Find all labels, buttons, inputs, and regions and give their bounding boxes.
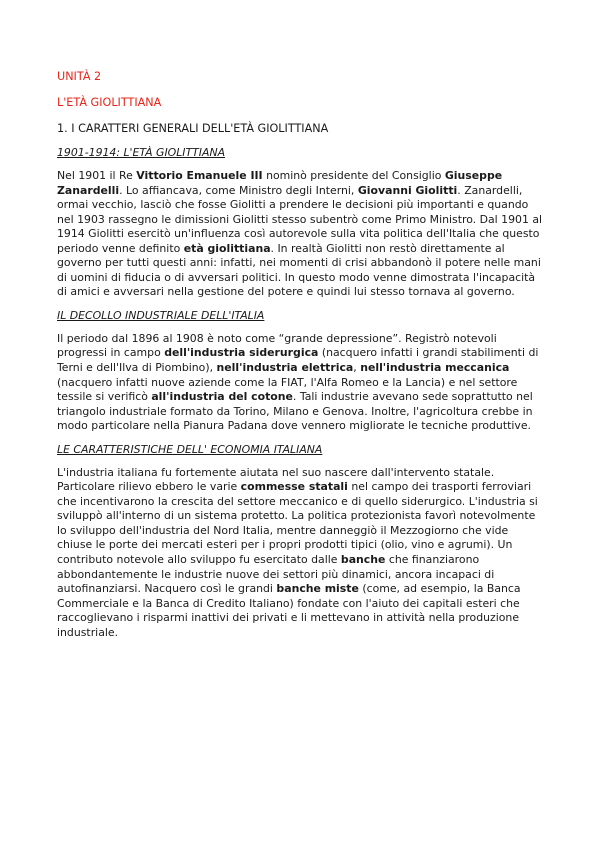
bold-term: nell'industria elettrica (216, 361, 354, 375)
paragraph-industrial-takeoff: Il periodo dal 1896 al 1908 è noto come “grande depressione”. Registrò notevoli progressi in campo dell'industria siderurgica (nacquero infatti i grandi stabilimenti di Terni e dell'Ilva di Piombino), nell'industria elettrica, nell'industria meccanica (nacquero infatti nuove aziende come la FIAT, l'Alfa Romeo e la Lancia) e nel settore tessile si verificò all'industria del cotone. Tali industrie avevano sede soprattutto nel triangolo industriale formato da Torino, Milano e Genova. Inoltre, l'agricoltura crebbe in modo particolare nella Pianura Padana dove vennero migliorate le tecniche produttive. (57, 331, 539, 433)
subheading-giolittian-era: 1901-1914: L'ETÀ GIOLITTIANA (57, 146, 226, 159)
paragraph-economy-features: L'industria italiana fu fortemente aiutata nel suo nascere dall'intervento statale. Particolare rilievo ebbero le varie commesse statali nel campo dei trasporti ferroviari che incentivarono la crescita del settore meccanico e di quello siderurgico. L'industria si sviluppò all'interno di un sistema protetto. La politica protezionista favorì notevolmente lo sviluppo dell'industria del Nord Italia, mentre danneggiò il Mezzogiorno che vide chiuse le porte dei mercati esteri per i propri prodotti tipici (olio, vino e agrumi). Un contributo notevole allo sviluppo fu esercitato dalle banche che finanziarono abbondantemente le industrie nuove dei settori più dinamici, ancora incapaci di autofinanziarsi. Nacquero così le grandi banche miste (come, ad esempio, la Banca Commerciale e la Banca di Credito Italiano) fondate con l'aiuto dei capitali esteri che raccoglievano i risparmi inattivi dei privati e li mettevano in attività nella produzione industriale. (57, 465, 538, 639)
section-title: 1. I CARATTERI GENERALI DELL'ETÀ GIOLITTIANA (57, 122, 329, 135)
bold-term: Giuseppe Zanardelli (57, 169, 503, 197)
bold-term: età giolittiana (183, 241, 271, 255)
bold-term: Vittorio Emanuele III (136, 169, 263, 182)
unit-label: UNITÀ 2 (57, 70, 102, 83)
document-page (57, 70, 543, 649)
bold-term: nell'industria meccanica (360, 361, 510, 375)
bold-term: commesse statali (240, 480, 348, 494)
bold-term: banche miste (276, 582, 359, 596)
bold-term: banche (340, 553, 386, 567)
era-title: L'ETÀ GIOLITTIANA (57, 96, 162, 109)
bold-term: all'industria del cotone (151, 390, 293, 404)
bold-term: Giovanni Giolitti (357, 183, 458, 197)
subheading-economy-features: LE CARATTERISTICHE DELL' ECONOMIA ITALIANA (57, 442, 323, 456)
subheading-industrial-takeoff: IL DECOLLO INDUSTRIALE DELL'ITALIA (57, 308, 265, 322)
bold-term: dell'industria siderurgica (164, 346, 319, 360)
paragraph-giolittian-era: Nel 1901 il Re Vittorio Emanuele III nominò presidente del Consiglio Giuseppe Zanardelli. Lo affiancava, come Ministro degli Interni, Giovanni Giolitti. Zanardelli, ormai vecchio, lasciò che fosse Giolitti a prendere le decisioni più importanti e quando nel 1903 rassegno le dimissioni Giolitti stesso subentrò come Primo Ministro. Dal 1901 al 1914 Giolitti esercitò un'influenza così autorevole sulla vita politica dell'Italia che questo periodo venne definito età giolittiana. In realtà Giolitti non restò direttamente al governo per tutti questi anni: infatti, nei momenti di crisi abbandonò il potere nelle mani di uomini di fiducia o di avversari politici. In questo modo venne dimostrata l'incapacità di amici e avversari nella gestione del potere e quindi lui stesso tornava al governo. (57, 169, 543, 299)
